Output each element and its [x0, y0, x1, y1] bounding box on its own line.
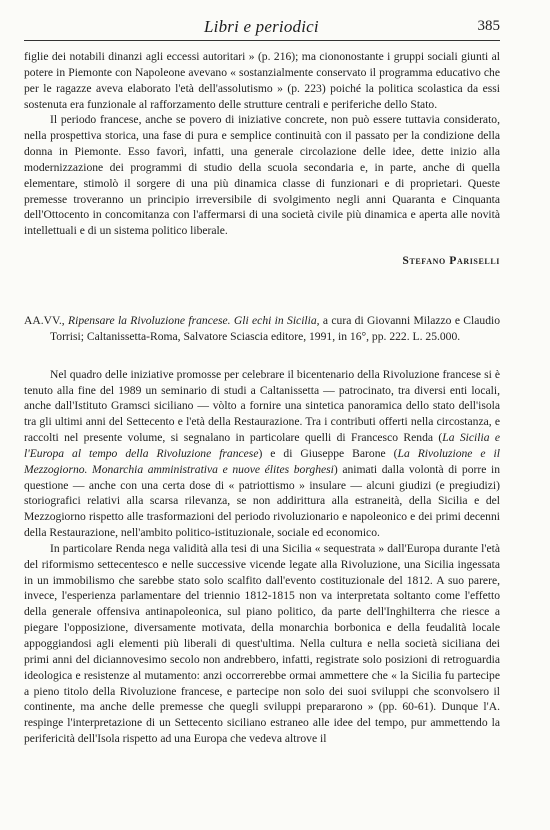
paragraph-continued: figlie dei notabili dinanzi agli eccessi autoritari » (p. 216); ma ciononostante i gruppi sociali giunti al potere in Piemonte con Napoleone avevano « sostanzialmente conservato il programma educativo che per le ragazze aveva elaborato l'età dell'assolutismo » (p. 223) poiché la politica scolastica da essi sostenuta era funzionale al rafforzamento delle strutture centrali e periferiche dello Stato.	[24, 50, 500, 111]
review-citation	[24, 313, 500, 345]
page-body	[24, 49, 500, 747]
author-signature: Stefano Pariselli	[402, 254, 500, 268]
cited-title: La Rivoluzione e il Mezzogiorno. Monarchia amministrativa e nuove élites borghesi	[24, 446, 500, 476]
page-header	[24, 18, 500, 41]
page-number: 385	[477, 18, 500, 34]
paragraph: Il periodo francese, anche se povero di iniziative concrete, non può essere tuttavia considerato, nella prospettiva storica, una fase di pura e semplice continuità con il passato per la condizione della donna in Piemonte. Esso favorì, infatti, una generale circolazione delle idee, dette inizio alla modernizzazione dei programmi di studio della scuola secondaria e, in parte, anche di quella elementare, stimolò il sorgere di una più dinamica classe di funzionari e di proprietari. Queste premesse troveranno un principio irreversibile di svolgimento negli anni Quaranta e Cinquanta dell'Ottocento in concomitanza con l'affermarsi di una società civile più dinamica e aperta alle novità intellettuali e di un sistema politico liberale.	[24, 113, 500, 238]
review-authors: AA.VV.,	[24, 313, 65, 327]
review-paragraph-1: Nel quadro delle iniziative promosse per celebrare il bicentenario della Rivoluzione francese si è tenuto alla fine del 1989 un seminario di studi a Caltanissetta — patrocinato, tra diversi enti locali, anche dall'Istituto Gramsci siciliano — vòlto a fornire una sintetica panoramica dello stato dell'isola tra gli ultimi anni del Settecento e l'età della Restaurazione. Tra i contributi offerti nella circostanza, e raccolti nel presente volume, si segnalano in particolare quelli di Francesco Renda (La Sicilia e l'Europa al tempo della Rivoluzione francese) e di Giuseppe Barone (La Rivoluzione e il Mezzogiorno. Monarchia amministrativa e nuove élites borghesi) animati dalla volontà di porre in questione — anche con una certa dose di « patriottismo » insulare — alcuni giudizi (e pregiudizi) storiografici relativi alla scarsa rilevanza, se non addirittura alla estraneità, della Sicilia e del Mezzogiorno rispetto alle trasformazioni del periodo rivoluzionario e napoleonico e dei primi decenni della Restaurazione, nell'ambito politico-istituzionale, sociale ed economico.	[24, 367, 501, 540]
review-title: Ripensare la Rivoluzione francese. Gli echi in Sicilia,	[68, 313, 320, 327]
review-paragraph-2: In particolare Renda nega validità alla tesi di una Sicilia « sequestrata » dall'Europa durante l'età del riformismo settecentesco e nelle successive vicende legate alla Rivoluzione, una Sicilia ingessata in un immobilismo che sarebbe stato solo scalfito dall'evento costituzionale del 1812. A suo parere, invece, l'esperienza parlamentare del triennio 1812-1815 non va interpretata soltanto come l'effetto della generale offensiva antinapoleonica, sul piano politico, da parte dell'Inghilterra che riesce a piegare l'opposizione, diversamente motivata, della monarchia borbonica e della feudalità locale appoggiandosi agli elementi più liberali di quest'ultima. Nella cultura e nella società siciliana dei primi anni del diciannovesimo secolo non andrebbero, infatti, registrate solo posizioni di retroguardia ideologica e resistenze al mutamento: anzi occorrerebbe ormai ammettere che « la Sicilia fu partecipe a pieno titolo della Rivoluzione francese, e partecipe non solo dei suoi sviluppi che sconvolsero il continente, ma anche delle premesse che quegli sviluppi prepararono » (pp. 60-61). Dunque l'A. respinge l'interpretazione di un Settecento siciliano estraneo alle idee del tempo, pur ammettendo la perifericità dell'Isola rispetto ad una Europa che vedeva altrove il	[24, 541, 500, 746]
cited-title: La Sicilia e l'Europa al tempo della Rivoluzione francese	[24, 431, 501, 460]
review-details: a cura di Giovanni Milazzo e Claudio Torrisi; Caltanissetta-Roma, Salvatore Sciascia editore, 1991, in 16°, pp. 222. L. 25.000.	[50, 313, 501, 343]
running-head: Libri e periodici	[204, 17, 319, 36]
